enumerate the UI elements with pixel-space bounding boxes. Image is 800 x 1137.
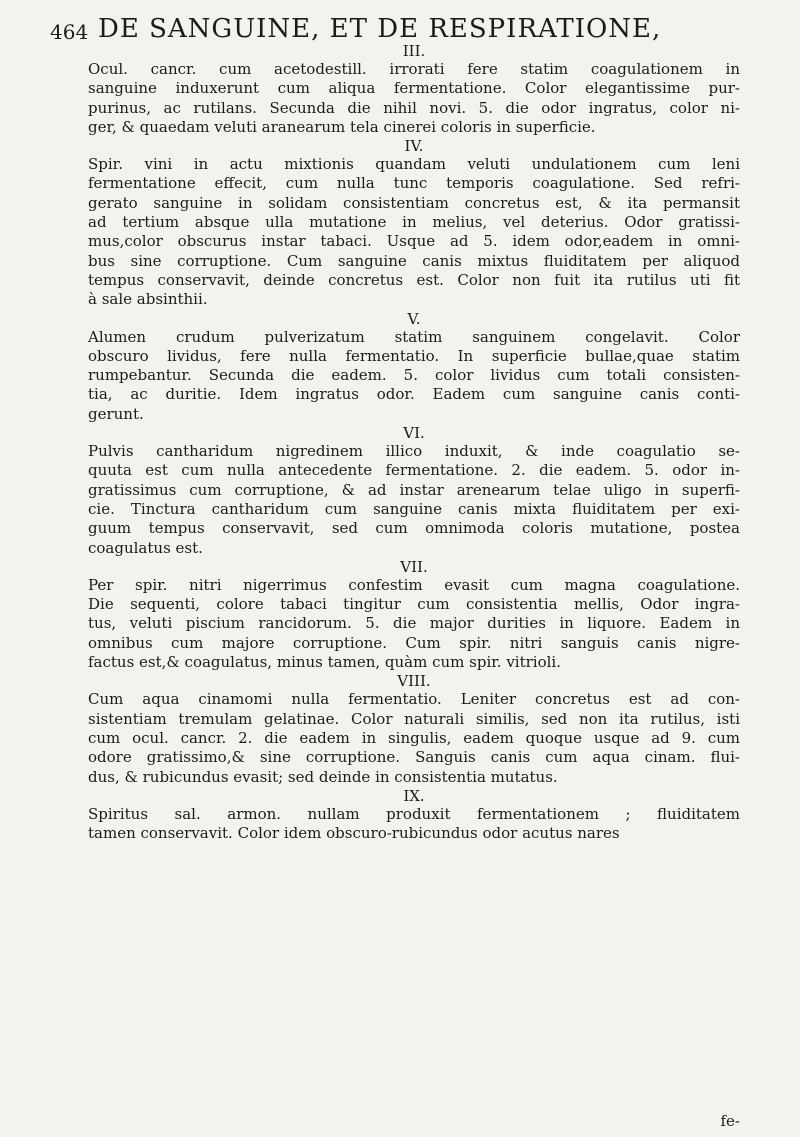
text-line: guum tempus conservavit, sed cum omnimoda coloris mutatione, postea [88,519,740,538]
section-numeral: IX. [403,786,425,805]
text-line: Pulvis cantharidum nigredinem illico induxit, & inde coagulatio se- [88,442,740,461]
text-line: fermentatione effecit, cum nulla tunc temporis coagulatione. Sed refri- [88,174,740,193]
text-line: obscuro lividus, fere nulla fermentatio. In superficie bullae,quae statim [88,346,740,365]
section [88,787,740,844]
text-line: ad tertium absque ulla mutatione in melius, vel deterius. Odor gratissi- [88,213,740,232]
text-line: dus, & rubicundus evasit; sed deinde in consistentia mutatus. [88,767,558,786]
text-line: mus,color obscurus instar tabaci. Usque ad 5. idem odor,eadem in omni- [88,232,740,251]
text-line: purinus, ac rutilans. Secunda die nihil novi. 5. die odor ingratus, color ni- [88,98,740,117]
text-line: Cum aqua cinamomi nulla fermentatio. Leniter concretus est ad con- [88,690,740,709]
page-number: 464 [50,20,89,44]
paragraph [88,328,740,424]
text-line: sistentiam tremulam gelatinae. Color naturali similis, sed non ita rutilus, isti [88,709,740,728]
section-numeral: III. [402,42,426,60]
text-line: tamen conservavit. Color idem obscuro-rubicundus odor acutus nares [88,824,620,843]
text-line: Spiritus sal. armon. nullam produxit fermentationem ; fluiditatem [88,804,740,823]
text-body [88,42,740,843]
catchword: fe- [720,1112,740,1130]
text-line: Alumen crudum pulverizatum statim sanguinem congelavit. Color [88,327,740,346]
section-numeral: VII. [400,557,428,576]
text-line: factus est,& coagulatus, minus tamen, quàm cum spir. vitrioli. [88,653,561,672]
section [88,310,740,424]
text-line: ger, & quaedam veluti aranearum tela cinerei coloris in superficie. [88,117,596,136]
text-line: tus, veluti piscium rancidorum. 5. die major durities in liquore. Eadem in [88,614,740,633]
text-line: rumpebantur. Secunda die eadem. 5. color lividus cum totali consisten- [88,366,740,385]
text-line: Per spir. nitri nigerrimus confestim evasit cum magna coagulatione. [88,575,740,594]
paragraph [88,60,740,137]
paragraph [88,442,740,558]
text-line: quuta est cum nulla antecedente fermentatione. 2. die eadem. 5. odor in- [88,461,740,480]
text-line: omnibus cum majore corruptione. Cum spir. nitri sanguis canis nigre- [88,633,740,652]
section [88,424,740,558]
section [88,137,740,309]
text-line: Ocul. cancr. cum acetodestill. irrorati fere statim coagulationem in [88,60,740,78]
section-numeral: V. [407,309,421,328]
text-line: coagulatus est. [88,538,203,557]
text-line: gratissimus cum corruptione, & ad instar arenearum telae uligo in superfi- [88,480,740,499]
running-title: DE SANGUINE, ET DE RESPIRATIONE, [98,14,662,44]
text-line: gerunt. [88,404,144,423]
text-line: tempus conservavit, deinde concretus est. Color non fuit ita rutilus uti fit [88,270,740,289]
text-line: bus sine corruptione. Cum sanguine canis mixtus fluiditatem per aliquod [88,251,740,270]
paragraph [88,576,740,672]
paragraph [88,805,740,844]
text-line: à sale absinthii. [88,290,208,309]
section-numeral: VIII. [397,672,431,691]
paragraph [88,155,740,309]
text-line: cum ocul. cancr. 2. die eadem in singulis, eadem quoque usque ad 9. cum [88,728,740,747]
text-line: Die sequenti, colore tabaci tingitur cum consistentia mellis, Odor ingra- [88,595,740,614]
text-line: gerato sanguine in solidam consistentiam concretus est, & ita permansit [88,193,740,212]
text-line: odore gratissimo,& sine corruptione. Sanguis canis cum aqua cinam. flui- [88,748,740,767]
text-line: tia, ac duritie. Idem ingratus odor. Eadem cum sanguine canis conti- [88,385,740,404]
text-line: cie. Tinctura cantharidum cum sanguine canis mixta fluiditatem per exi- [88,499,740,518]
text-line: sanguine induxerunt cum aliqua fermentatione. Color elegantissime pur- [88,79,740,98]
text-line: Spir. vini in actu mixtionis quandam veluti undulationem cum leni [88,155,740,174]
section [88,558,740,672]
section-numeral: VI. [403,424,425,443]
paragraph [88,690,740,786]
section-numeral: IV. [404,137,424,156]
section [88,42,740,137]
section [88,672,740,786]
